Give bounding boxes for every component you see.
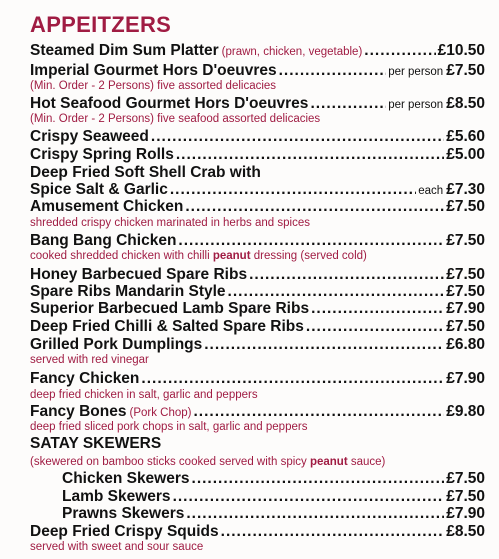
price-note: each — [418, 185, 444, 197]
menu-item-price: £7.50 — [446, 62, 485, 79]
item-description: cooked shredded chicken with chilli peanut dressing (served cold) — [30, 250, 367, 262]
item-description: deep fried chicken in salt, garlic and peppers — [30, 389, 258, 401]
menu-item-name: Spice Salt & Garlic — [30, 181, 168, 198]
item-inline-description: (prawn, chicken, vegetable) — [221, 46, 363, 58]
allergen-highlight: peanut — [309, 456, 348, 468]
menu-item-name: Grilled Pork Dumplings — [30, 336, 203, 353]
menu-item-name: Deep Fried Soft Shell Crab with — [30, 164, 261, 181]
dot-leader — [249, 266, 444, 284]
menu-item — [30, 181, 485, 199]
menu-item — [30, 232, 485, 250]
menu-item-name: Crispy Spring Rolls — [30, 146, 174, 163]
menu-item — [30, 146, 485, 164]
dot-leader — [185, 198, 444, 216]
item-description: (skewered on bamboo sticks cooked served with spicy peanut sauce) — [30, 456, 386, 468]
menu-item-price: £7.50 — [446, 232, 485, 249]
item-description: shredded crispy chicken marinated in herbs and spices — [30, 217, 310, 229]
menu-item-price: £7.90 — [446, 505, 485, 522]
menu-item-name: Crispy Seaweed — [30, 128, 149, 145]
item-description: deep fried sliced pork chops in salt, garlic and peppers — [30, 421, 308, 433]
dot-leader — [228, 283, 445, 301]
menu-item — [30, 62, 485, 80]
menu-item — [30, 403, 485, 421]
dot-leader — [279, 62, 387, 80]
menu-item — [30, 300, 485, 318]
menu-item-price: £5.60 — [446, 128, 485, 145]
dot-leader — [311, 300, 444, 318]
menu-item — [62, 470, 485, 488]
menu-item — [30, 198, 485, 216]
menu-item-price: £7.50 — [446, 318, 485, 335]
menu-item — [62, 488, 485, 506]
menu-item-name: Steamed Dim Sum Platter — [30, 42, 219, 59]
dot-leader — [306, 318, 444, 336]
dot-leader — [204, 336, 444, 354]
price-note: per person — [388, 99, 444, 111]
menu-item — [30, 128, 485, 146]
dot-leader — [141, 370, 444, 388]
menu-item-name: Chicken Skewers — [62, 470, 190, 487]
menu-item-name: Bang Bang Chicken — [30, 232, 177, 249]
menu-item-name: Imperial Gourmet Hors D'oeuvres — [30, 62, 277, 79]
dot-leader — [170, 181, 416, 199]
menu-item-price: £5.00 — [446, 146, 485, 163]
menu-item-price: £10.50 — [437, 42, 485, 59]
item-description: served with red vinegar — [30, 354, 149, 366]
item-description: (Min. Order - 2 Persons) five assorted delicacies — [30, 80, 277, 92]
menu-item-price: £7.90 — [446, 300, 485, 317]
dot-leader — [186, 505, 444, 523]
menu-item-name: Lamb Skewers — [62, 488, 171, 505]
menu-item-name: Deep Fried Chilli & Salted Spare Ribs — [30, 318, 304, 335]
section-title: APPEITZERS — [30, 12, 172, 37]
menu-item — [30, 336, 485, 354]
menu-item-name: Honey Barbecued Spare Ribs — [30, 266, 248, 283]
menu-item-name: Hot Seafood Gourmet Hors D'oeuvres — [30, 95, 309, 112]
menu-item-price: £8.50 — [446, 95, 485, 112]
subsection-title: SATAY SKEWERS — [30, 435, 162, 452]
allergen-highlight: peanut — [212, 250, 251, 262]
menu-item — [30, 318, 485, 336]
menu-item-price: £7.50 — [446, 283, 485, 300]
menu-item-name: Prawns Skewers — [62, 505, 185, 522]
menu-item-name: Fancy Chicken — [30, 370, 140, 387]
dot-leader — [193, 403, 444, 421]
item-description: served with sweet and sour sauce — [30, 541, 204, 553]
menu-item-price: £7.30 — [446, 181, 485, 198]
dot-leader — [364, 42, 435, 60]
price-note: per person — [388, 66, 444, 78]
dot-leader — [192, 470, 445, 488]
menu-item-name: Spare Ribs Mandarin Style — [30, 283, 226, 300]
menu-item — [30, 370, 485, 388]
menu-item — [30, 95, 485, 113]
menu-item-price: £7.50 — [446, 488, 485, 505]
menu-item — [30, 283, 485, 301]
item-description: (Min. Order - 2 Persons) five seafood assorted delicacies — [30, 113, 321, 125]
menu-item — [30, 266, 485, 284]
item-inline-description: (Pork Chop) — [129, 407, 192, 419]
dot-leader — [310, 95, 386, 113]
menu-item — [30, 523, 485, 541]
dot-leader — [221, 523, 445, 541]
menu-item-price: £6.80 — [446, 336, 485, 353]
menu-item-price: £7.50 — [446, 198, 485, 215]
menu-item-price: £9.80 — [446, 403, 485, 420]
dot-leader — [178, 232, 444, 250]
menu-item — [62, 505, 485, 523]
menu-item-name: Superior Barbecued Lamb Spare Ribs — [30, 300, 310, 317]
menu-item-price: £7.90 — [446, 370, 485, 387]
menu-item-name: Fancy Bones — [30, 403, 127, 420]
menu-item-price: £7.50 — [446, 266, 485, 283]
dot-leader — [173, 488, 445, 506]
dot-leader — [151, 128, 444, 146]
menu-item-price: £7.50 — [446, 470, 485, 487]
menu-item-price: £8.50 — [446, 523, 485, 540]
menu-item — [30, 42, 485, 60]
menu-item-name: Deep Fried Crispy Squids — [30, 523, 219, 540]
dot-leader — [176, 146, 444, 164]
menu-item-name: Amusement Chicken — [30, 198, 184, 215]
